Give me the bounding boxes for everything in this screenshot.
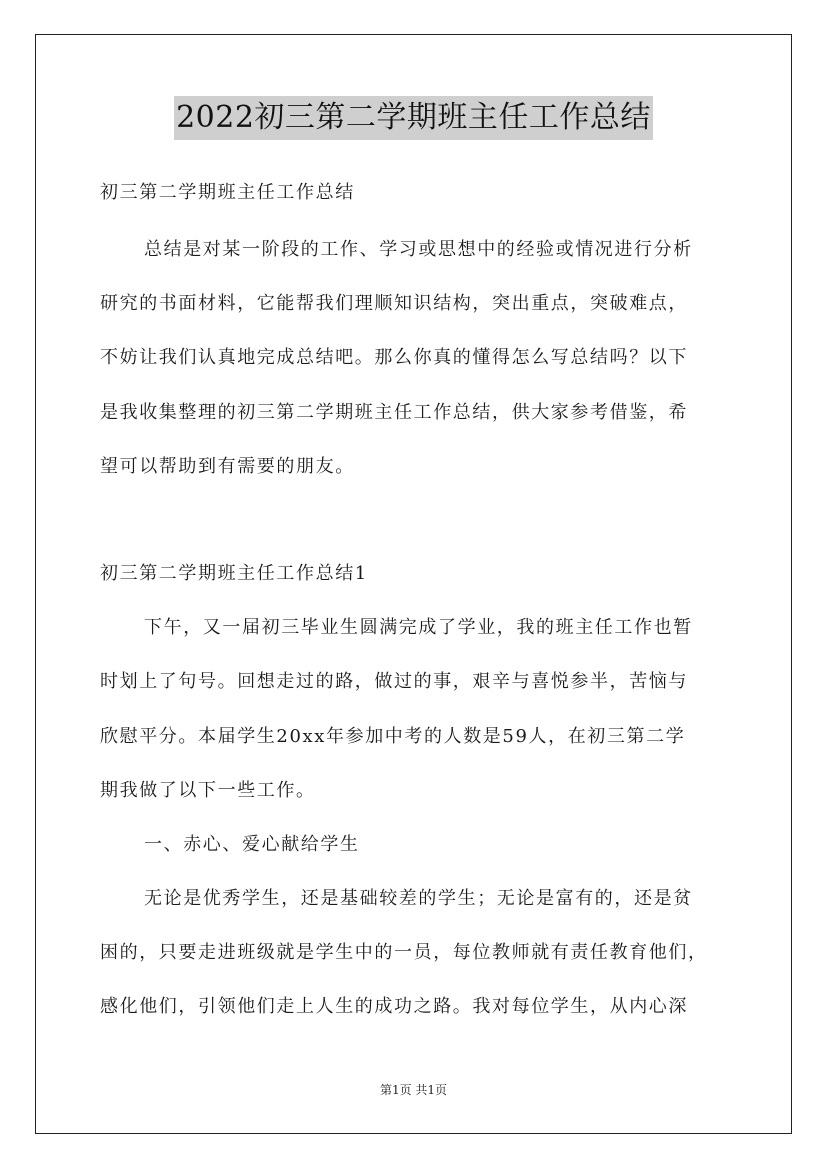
document-title: 2022初三第二学期班主任工作总结	[174, 96, 653, 140]
intro-line: 总结是对某一阶段的工作、学习或思想中的经验或情况进行分析	[144, 239, 693, 260]
title-container	[0, 96, 827, 140]
body-line: 困的，只要走进班级就是学生中的一员，每位教师就有责任教育他们，	[100, 942, 708, 963]
section-heading: 初三第二学期班主任工作总结1	[100, 563, 368, 584]
intro-line: 望可以帮助到有需要的朋友。	[100, 456, 355, 477]
body-line: 无论是优秀学生，还是基础较差的学生；无论是富有的，还是贫	[144, 888, 693, 909]
section-line: 欣慰平分。本届学生20xx年参加中考的人数是59人，在初三第二学	[100, 726, 686, 747]
section-line: 期我做了以下一些工作。	[100, 780, 316, 801]
subheading: 一、赤心、爱心献给学生	[144, 834, 360, 855]
document-subtitle: 初三第二学期班主任工作总结	[100, 182, 355, 203]
intro-line: 不妨让我们认真地完成总结吧。那么你真的懂得怎么写总结吗？以下	[100, 347, 688, 368]
page-footer: 第1页 共1页	[379, 1083, 448, 1097]
section-line: 下午，又一届初三毕业生圆满完成了学业，我的班主任工作也暂	[144, 617, 693, 638]
body-line: 感化他们，引领他们走上人生的成功之路。我对每位学生，从内心深	[100, 996, 688, 1017]
section-line: 时划上了句号。回想走过的路，做过的事，艰辛与喜悦参半，苦恼与	[100, 671, 688, 692]
intro-line: 研究的书面材料，它能帮我们理顺知识结构，突出重点，突破难点，	[100, 293, 688, 314]
intro-line: 是我收集整理的初三第二学期班主任工作总结，供大家参考借鉴，希	[100, 402, 688, 423]
